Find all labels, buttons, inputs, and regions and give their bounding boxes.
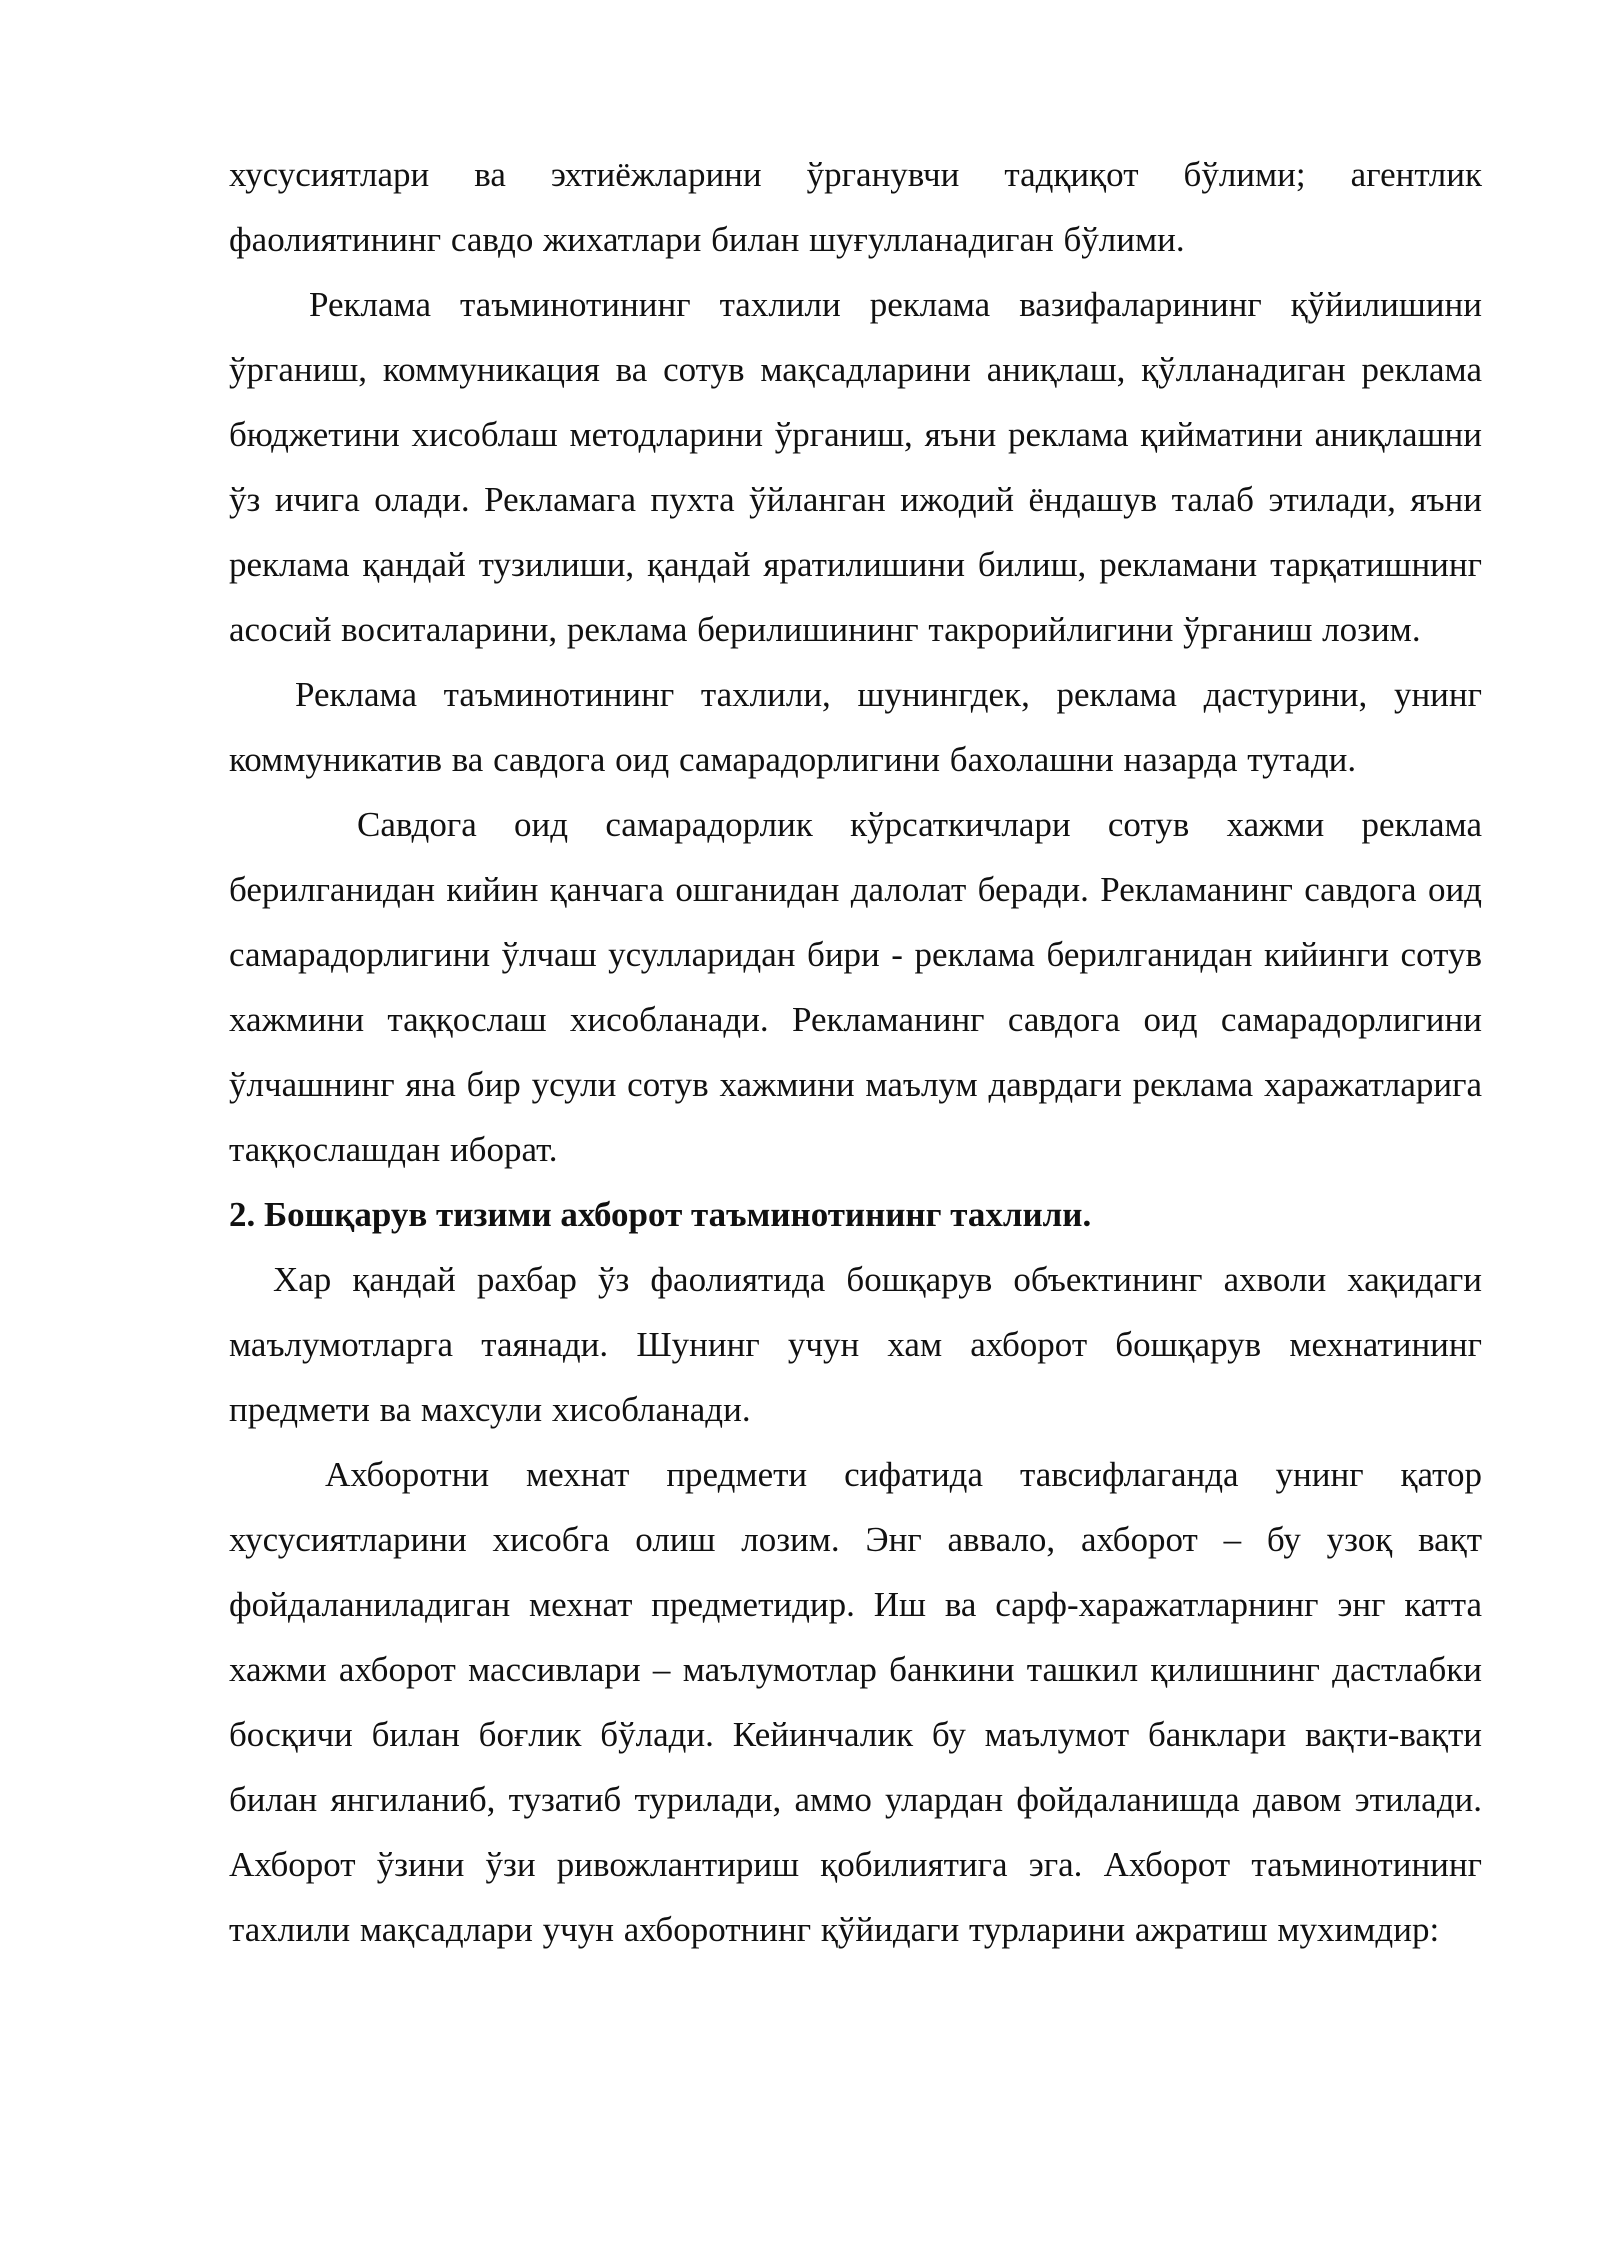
paragraph-continuation: хусусиятлари ва эхтиёжларини ўрганувчи тадқиқот бўлими; агентлик фаолиятининг савдо жихатлари билан шуғулланадиган бўлими. [229,155,1482,259]
paragraph-trade-efficiency: Савдога оид самарадорлик кўрсаткичлари сотув хажми реклама берилганидан кийин қанчага ошганидан далолат беради. Рекламанинг савдога оид самарадорлигини ўлчаш усулларидан бири - реклама берилганидан кийинги сотув хажмини таққослаш хисобланади. Рекламанинг савдога оид самарадорлигини ўлчашнинг яна бир усули сотув хажмини маълум даврдаги реклама харажатларига таққослашдан иборат. [229,805,1482,1169]
paragraph-information-properties: Ахборотни мехнат предмети сифатида тавсифлаганда унинг қатор хусусиятларини хисобга олиш лозим. Энг аввало, ахборот – бу узоқ вақт фойдаланиладиган мехнат предметидир. Иш ва сарф-харажатларнинг энг катта хажми ахборот массивлари – маълумотлар банкини ташкил қилишнинг дастлабки босқичи билан боғлик бўлади. Кейинчалик бу маълумот банклари вақти-вақти билан янгиланиб, тузатиб турилади, аммо улардан фойдаланишда давом этилади. Ахборот ўзини ўзи ривожлантириш қобилиятига эга. Ахборот таъминотининг тахлили мақсадлари учун ахборотнинг қўйидаги турларини ажратиш мухимдир: [229,1455,1482,1949]
section-heading: 2. Бошқарув тизими ахборот таъминотининг тахлили. [229,1195,1092,1234]
paragraph-advertising-program: Реклама таъминотининг тахлили, шунингдек, реклама дастурини, унинг коммуникатив ва савдога оид самарадорлигини бахолашни назарда тутади. [229,675,1482,779]
paragraph-advertising-analysis: Реклама таъминотининг тахлили реклама вазифаларининг қўйилишини ўрганиш, коммуникация ва сотув мақсадларини аниқлаш, қўлланадиган реклама бюджетини хисоблаш методларини ўрганиш, яъни реклама қийматини аниқлашни ўз ичига олади. Рекламага пухта ўйланган ижодий ёндашув талаб этилади, яъни реклама қандай тузилиши, қандай яратилишини билиш, рекламани тарқатишнинг асосий воситаларини, реклама берилишининг такрорийлигини ўрганиш лозим. [229,285,1482,649]
paragraph-manager-information: Хар қандай рахбар ўз фаолиятида бошқарув объектининг ахволи хақидаги маълумотларга таянади. Шунинг учун хам ахборот бошқарув мехнатининг предмети ва махсули хисобланади. [229,1260,1482,1429]
